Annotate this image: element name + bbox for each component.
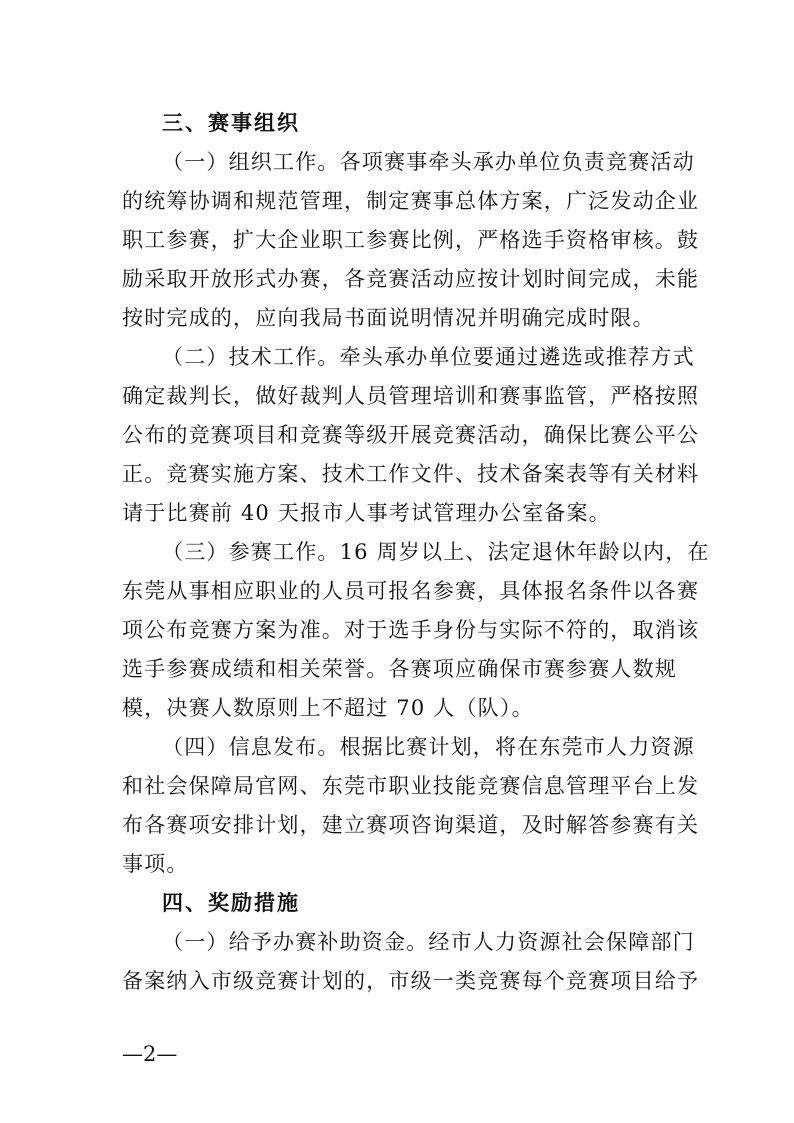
paragraph-line: 按时完成的，应向我局书面说明情况并明确完成时限。 [122, 306, 655, 330]
paragraph-line: 励采取开放形式办赛，各竞赛活动应按计划时间完成，未能 [122, 267, 700, 291]
paragraph-line: 的统筹协调和规范管理，制定赛事总体方案，广泛发动企业 [122, 189, 700, 213]
paragraph-line: （二）技术工作。牵头承办单位要通过遴选或推荐方式 [162, 345, 695, 369]
paragraph-line: 公布的竞赛项目和竞赛等级开展竞赛活动，确保比赛公平公 [122, 423, 700, 447]
paragraph-line: 模，决赛人数原则上不超过 70 人（队）。 [122, 696, 534, 720]
section-heading-3: 三、赛事组织 [162, 111, 300, 135]
paragraph-line: （一）组织工作。各项赛事牵头承办单位负责竞赛活动 [162, 150, 695, 174]
paragraph-line: 确定裁判长，做好裁判人员管理培训和赛事监管，严格按照 [122, 384, 700, 408]
section-heading-4: 四、奖励措施 [162, 891, 300, 915]
paragraph-line: 职工参赛，扩大企业职工参赛比例，严格选手资格审核。鼓 [122, 228, 700, 252]
paragraph-line: 备案纳入市级竞赛计划的，市级一类竞赛每个竞赛项目给予 [122, 969, 700, 993]
paragraph-line: 请于比赛前 40 天报市人事考试管理办公室备案。 [122, 501, 611, 525]
paragraph-line: 东莞从事相应职业的人员可报名参赛，具体报名条件以各赛 [122, 579, 700, 603]
paragraph-line: 布各赛项安排计划，建立赛项咨询渠道，及时解答参赛有关 [122, 813, 700, 837]
paragraph-line: 项公布竞赛方案为准。对于选手身份与实际不符的，取消该 [122, 618, 700, 642]
paragraph-line: （三）参赛工作。16 周岁以上、法定退休年龄以内，在 [162, 540, 710, 564]
paragraph-line: 选手参赛成绩和相关荣誉。各赛项应确保市赛参赛人数规 [122, 657, 677, 681]
paragraph-line: 事项。 [122, 852, 189, 876]
page-number: —2— [122, 1042, 178, 1066]
paragraph-line: （一）给予办赛补助资金。经市人力资源社会保障部门 [162, 930, 695, 954]
paragraph-line: 正。竞赛实施方案、技术工作文件、技术备案表等有关材料 [122, 462, 700, 486]
paragraph-line: （四）信息发布。根据比赛计划，将在东莞市人力资源 [162, 735, 695, 759]
paragraph-line: 和社会保障局官网、东莞市职业技能竞赛信息管理平台上发 [122, 774, 700, 798]
